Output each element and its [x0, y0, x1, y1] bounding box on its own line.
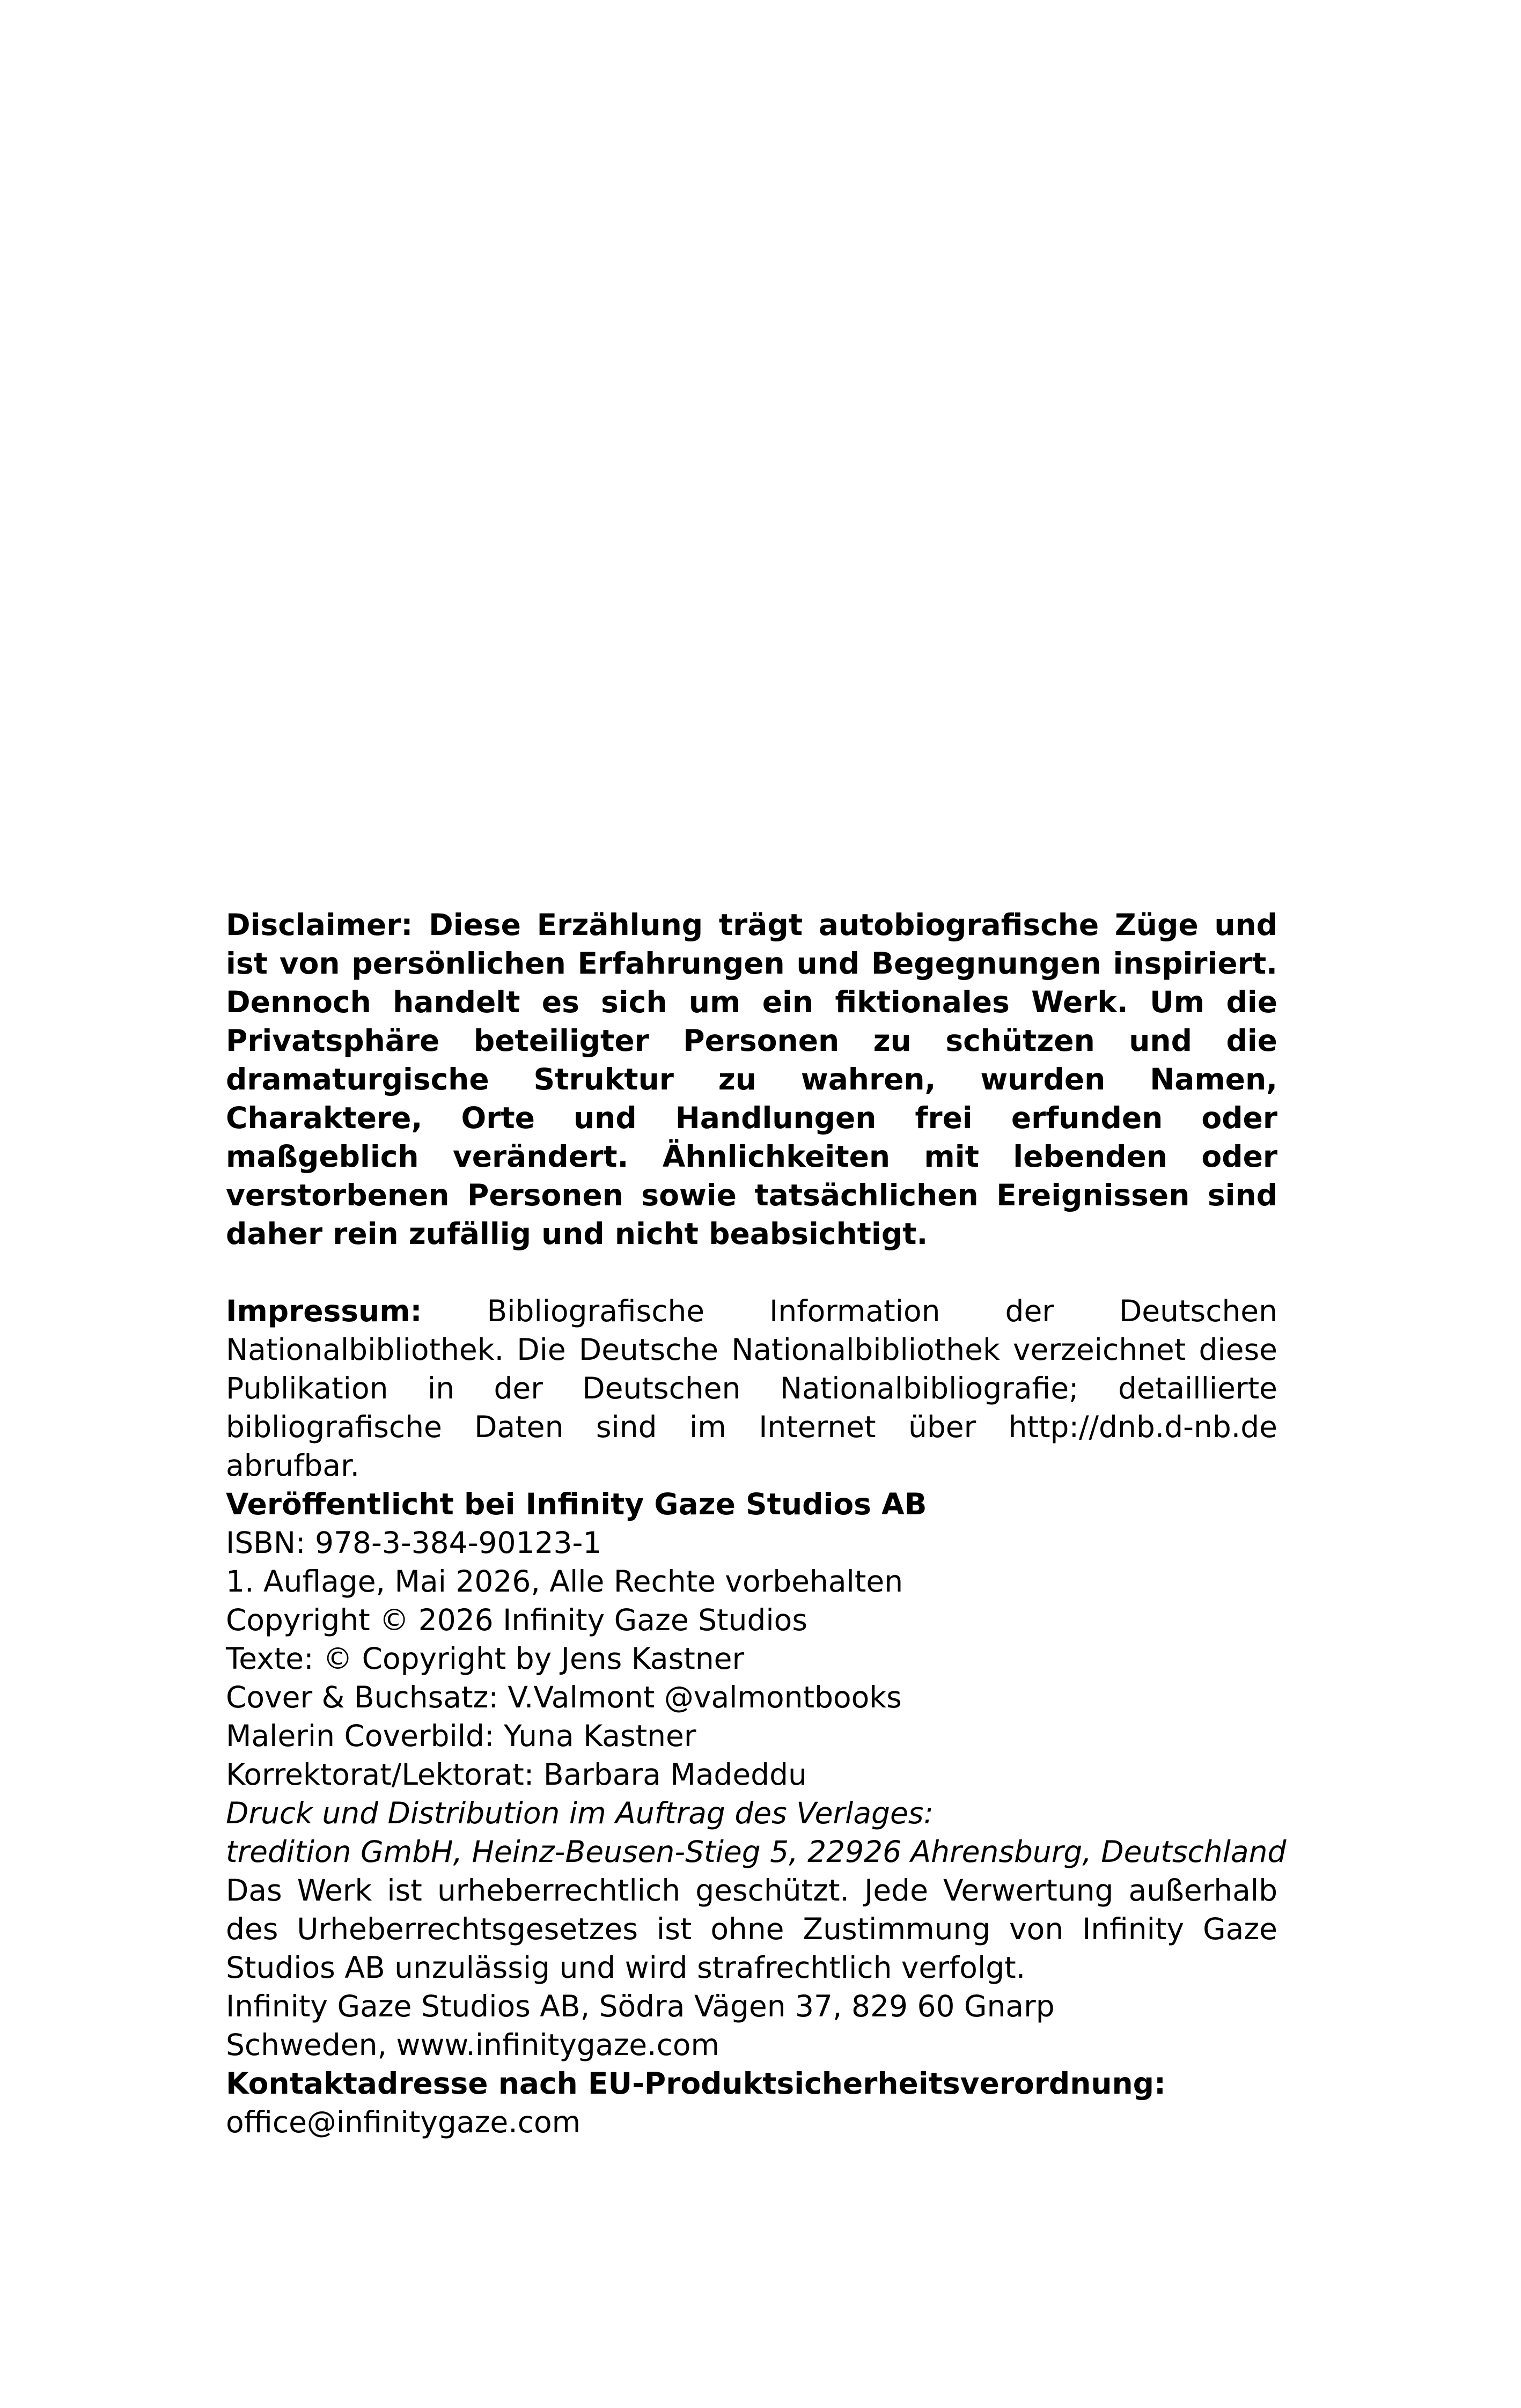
contact-heading: Kontaktadresse nach EU-Produktsicherheitsverordnung: [226, 2066, 1166, 2101]
publisher-line: Veröffentlicht bei Infinity Gaze Studios AB [226, 1487, 927, 1521]
disclaimer-paragraph: Disclaimer: Diese Erzählung trägt autobiografische Züge und ist von persönlichen Erfahrungen und Begegnungen inspiriert. Dennoch handelt es sich um ein fiktionales Werk. Um die Privatsphäre beteiligter Personen zu schützen und die dramaturgische Struktur zu wahren, wurden Namen, Charaktere, Orte und Handlungen frei erfunden oder maßgeblich verändert. Ähnlichkeiten mit lebenden oder verstorbenen Personen sowie tatsächlichen Ereignissen sind daher rein zufällig und nicht beabsichtigt. [226, 908, 1277, 1251]
cover-artist-line: Malerin Coverbild: Yuna Kastner [226, 1719, 696, 1753]
editing-line: Korrektorat/Lektorat: Barbara Madeddu [226, 1757, 807, 1792]
distribution-line-2: tredition GmbH, Heinz-Beusen-Stieg 5, 22926 Ahrensburg, Deutschland [226, 1835, 1287, 1869]
copyright-line: Copyright © 2026 Infinity Gaze Studios [226, 1603, 807, 1637]
address-line-2: Schweden, www.infinitygaze.com [226, 2028, 720, 2062]
imprint-page-content [226, 905, 1287, 2141]
impressum-heading: Impressum: [226, 1294, 422, 1328]
section-spacer [226, 1253, 1277, 1292]
isbn-line: ISBN: 978-3-384-90123-1 [226, 1526, 602, 1560]
texts-line: Texte: © Copyright by Jens Kastner [226, 1641, 745, 1676]
cover-line: Cover & Buchsatz: V.Valmont @valmontbooks [226, 1680, 902, 1714]
legal-paragraph: Das Werk ist urheberrechtlich geschützt. Jede Verwertung außerhalb des Urheberrechtsgesetzes ist ohne Zustimmung von Infinity Gaze Studios AB unzulässig und wird strafrechtlich verfolgt. [226, 1873, 1277, 1985]
contact-email: office@infinitygaze.com [226, 2105, 581, 2139]
address-line-1: Infinity Gaze Studios AB, Södra Vägen 37, 829 60 Gnarp [226, 1989, 1055, 2023]
impressum-intro-paragraph [226, 1292, 1277, 1485]
distribution-line-1: Druck und Distribution im Auftrag des Verlages: [226, 1796, 934, 1830]
edition-line: 1. Auflage, Mai 2026, Alle Rechte vorbehalten [226, 1564, 903, 1599]
impressum-section [226, 1292, 1287, 2141]
impressum-intro-text: Bibliografische Information der Deutschen Nationalbibliothek. Die Deutsche Nationalbibliothek verzeichnet diese Publikation in der Deutschen Nationalbibliografie; detaillierte bibliografische Daten sind im Internet über http://dnb.d-nb.de abrufbar. [226, 1294, 1278, 1483]
